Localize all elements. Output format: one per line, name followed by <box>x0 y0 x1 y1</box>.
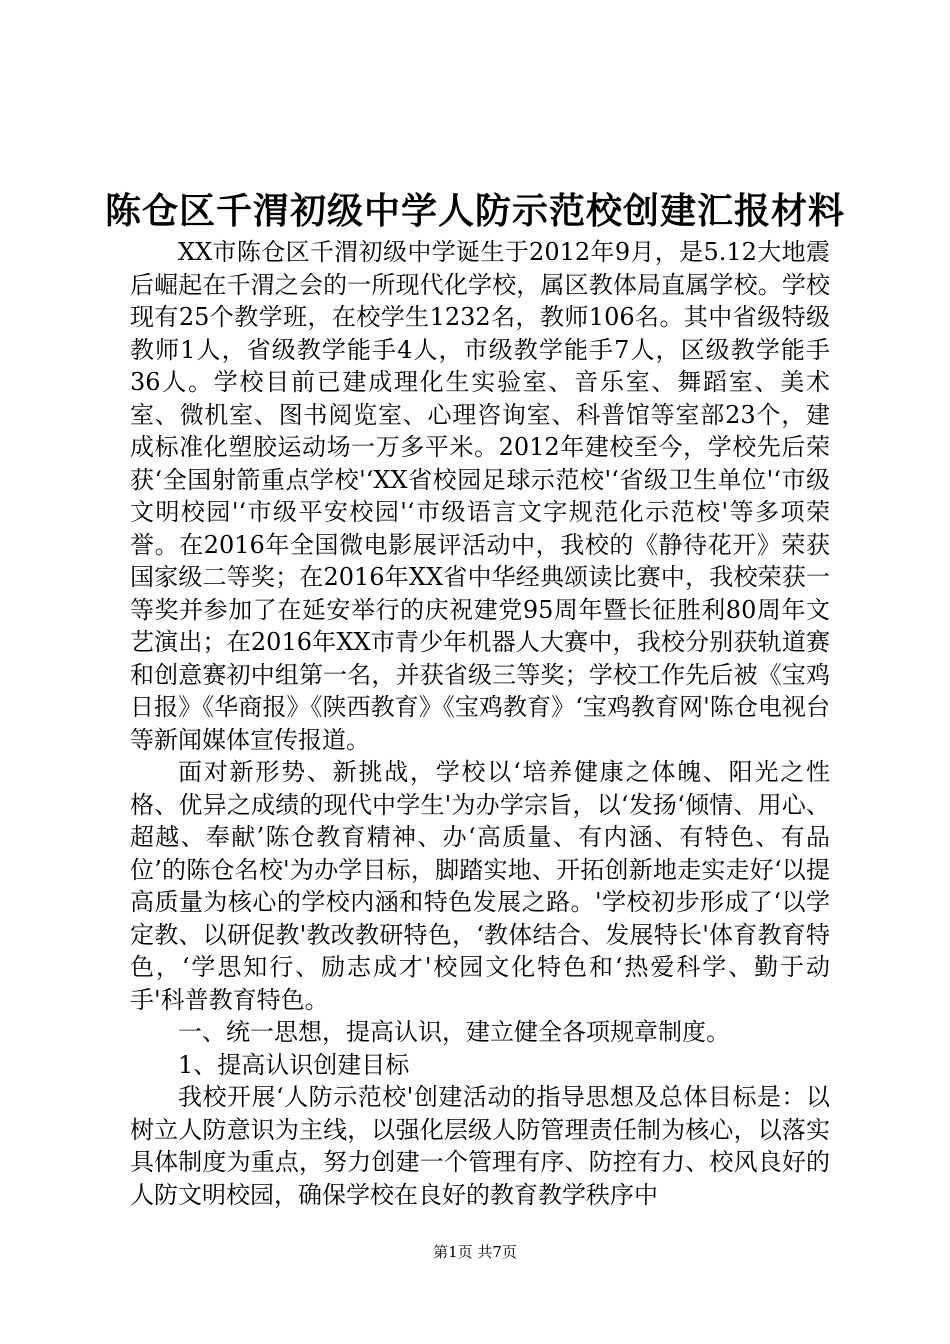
subsection-heading-1: 1、提高认识创建目标 <box>178 1050 410 1079</box>
paragraph-goals: 我校开展‘人防示范校'创建活动的指导思想及总体目标是：以树立人防意识为主线，以强化层级人防管理责任制为核心，以落实具体制度为重点，努力创建一个管理有序、防控有力、校风良好的人防文明校园，确保学校在良好的教育教学秩序中 <box>130 1083 830 1209</box>
document-body <box>130 236 830 1211</box>
paragraph-mission: 面对新形势、新挑战，学校以‘培养健康之体魄、阳光之性格、优异之成绩的现代中学生'为办学宗旨，以‘发扬‘倾情、用心、超越、奉献’陈仓教育精神、办‘高质量、有内涵、有特色、有品位’的陈仓名校'为办学目标，脚踏实地、开拓创新地走实走好‘以提高质量为核心的学校内涵和特色发展之路。'学校初步形成了‘以学定教、以研促教'教改教研特色，‘教体结合、发展特长'体育教育特色，‘学思知行、励志成才'校园文化特色和‘热爱科学、勤于动手'科普教育特色。 <box>130 758 830 1014</box>
paragraph-intro: XX市陈仓区千渭初级中学诞生于2012年9月，是5.12大地震后崛起在千渭之会的一所现代化学校，属区教体局直属学校。学校现有25个教学班，在校学生1232名，教师106名。其中省级特级教师1人，省级教学能手4人，市级教学能手7人，区级教学能手36人。学校目前已建成理化生实验室、音乐室、舞蹈室、美术室、微机室、图书阅览室、心理咨询室、科普馆等室部23个，建成标准化塑胶运动场一万多平米。2012年建校至今，学校先后荣获‘全国射箭重点学校'‘XX省校园足球示范校'‘省级卫生单位'‘市级文明校园'‘市级平安校园'‘市级语言文字规范化示范校'等多项荣誉。在2016年全国微电影展评活动中，我校的《静待花开》荣获国家级二等奖；在2016年XX省中华经典颂读比赛中，我校荣获一等奖并参加了在延安举行的庆祝建党95周年暨长征胜利80周年文艺演出；在2016年XX市青少年机器人大赛中，我校分别获轨道赛和创意赛初中组第一名，并获省级三等奖；学校工作先后被《宝鸡日报》《华商报》《陕西教育》《宝鸡教育》‘宝鸡教育网'陈仓电视台等新闻媒体宣传报道。 <box>130 238 830 754</box>
section-heading-1: 一、统一思想，提高认识，建立健全各项规章制度。 <box>178 1018 730 1046</box>
document-title: 陈仓区千渭初级中学人防示范校创建汇报材料 <box>104 190 845 232</box>
page-footer: 第1页 共7页 <box>433 1243 517 1261</box>
